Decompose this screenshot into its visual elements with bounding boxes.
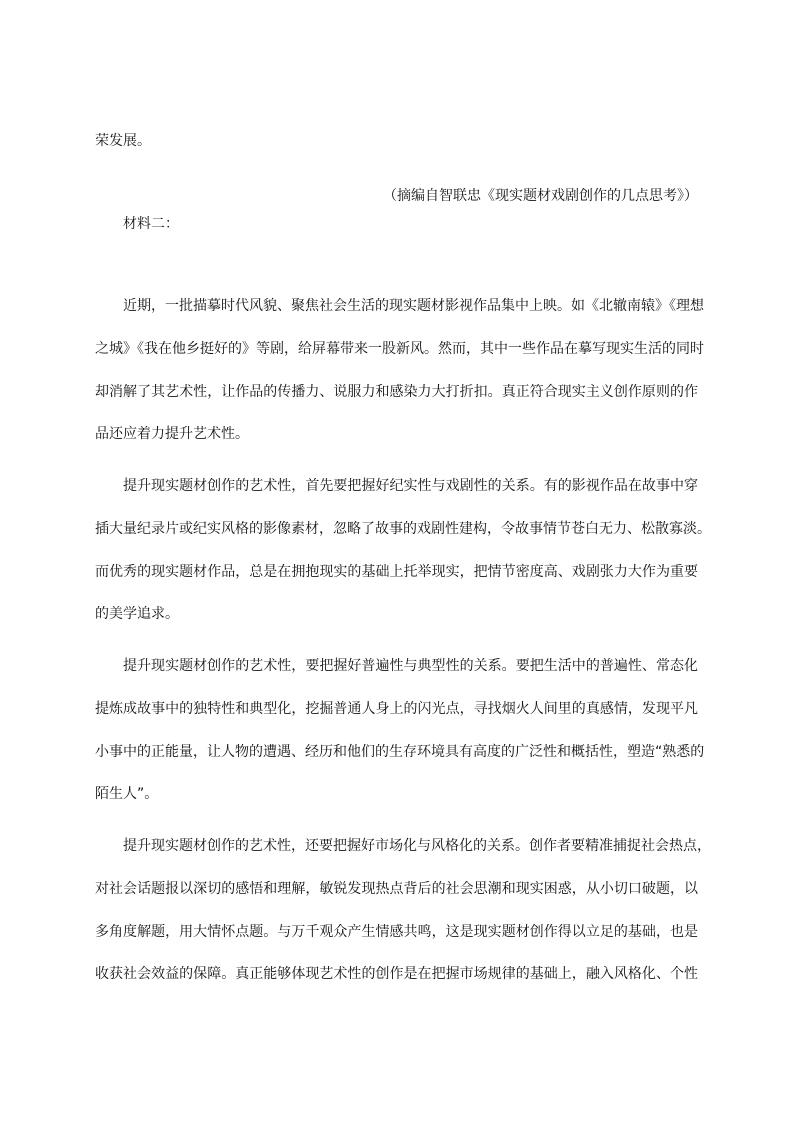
paragraph-line: 小事中的正能量，让人物的遭遇、经历和他们的生存环境具有高度的广泛性和概括性，塑造“熟悉的 <box>95 744 705 760</box>
paragraph-line: 陌生人”。 <box>95 786 159 802</box>
paragraph-line: 提升现实题材创作的艺术性，首先要把握好纪实性与戏剧性的关系。有的影视作品在故事中穿 <box>123 478 698 494</box>
paragraph-line: 的美学追求。 <box>95 606 179 622</box>
source-citation: （摘编自智联忠《现实题材戏剧创作的几点思考》） <box>383 188 698 204</box>
material-heading: 材料二： <box>123 216 179 232</box>
paragraph-line: 提升现实题材创作的艺术性，还要把握好市场化与风格化的关系。创作者要精准捕捉社会热点， <box>123 838 711 854</box>
paragraph-line: 而优秀的现实题材作品，总是在拥抱现实的基础上托举现实，把情节密度高、戏剧张力大作为重要 <box>95 564 698 580</box>
continuation-line: 荣发展。 <box>95 133 151 149</box>
paragraph-line: 插大量纪录片或纪实风格的影像素材，忽略了故事的戏剧性建构，令故事情节苍白无力、松散寡淡。 <box>95 521 711 537</box>
paragraph-line: 近期，一批描摹时代风貌、聚焦社会生活的现实题材影视作品集中上映。如《北辙南辕》《理想 <box>123 298 704 314</box>
paragraph-line: 对社会话题报以深切的感悟和理解，敏锐发现热点背后的社会思潮和现实困惑，从小切口破题，以 <box>95 881 698 897</box>
paragraph-line: 提升现实题材创作的艺术性，要把握好普遍性与典型性的关系。要把生活中的普遍性、常态化 <box>123 658 698 674</box>
paragraph-line: 收获社会效益的保障。真正能够体现艺术性的创作是在把握市场规律的基础上，融入风格化、个性 <box>95 966 698 982</box>
paragraph-line: 品还应着力提升艺术性。 <box>95 426 249 442</box>
paragraph-line: 却消解了其艺术性，让作品的传播力、说服力和感染力大打折扣。真正符合现实主义创作原则的作 <box>95 384 698 400</box>
paragraph-line: 多角度解题，用大情怀点题。与万千观众产生情感共鸣，这是现实题材创作得以立足的基础，也是 <box>95 924 698 940</box>
paragraph-line: 之城》《我在他乡挺好的》等剧，给屏幕带来一股新风。然而，其中一些作品在摹写现实生活的同时 <box>95 341 704 357</box>
paragraph-line: 提炼成故事中的独特性和典型化，挖掘普通人身上的闪光点，寻找烟火人间里的真感情，发现平凡 <box>95 701 698 717</box>
